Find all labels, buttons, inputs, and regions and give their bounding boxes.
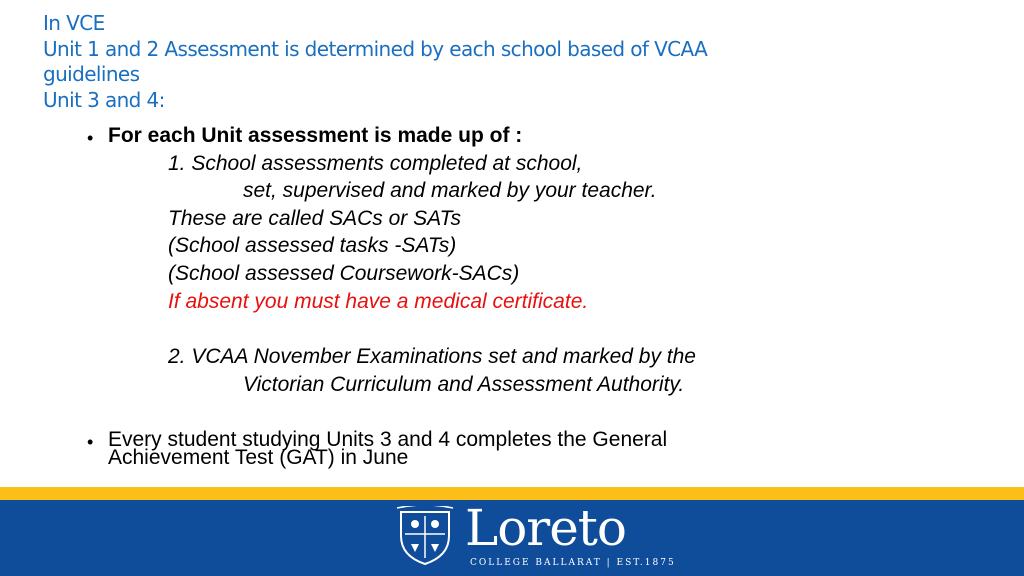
list-item: Victorian Curriculum and Assessment Authority. <box>243 373 685 396</box>
heading-line-unit12: Unit 1 and 2 Assessment is determined by each school based of VCAA <box>43 36 708 61</box>
bullet-marker: • <box>87 128 94 148</box>
heading-line-guidelines: guidelines <box>43 62 140 86</box>
list-item: (School assessed tasks -SATs) <box>168 234 457 257</box>
absence-warning: If absent you must have a medical certificate. <box>168 290 589 313</box>
list-item: (School assessed Coursework-SACs) <box>168 262 520 285</box>
heading-line-unit34: Unit 3 and 4: <box>43 87 165 112</box>
list-item: These are called SACs or SATs <box>168 207 461 230</box>
school-crest-icon <box>395 506 455 566</box>
heading-line-vce: In VCE <box>43 11 105 35</box>
list-item: 1. School assessments completed at school, <box>168 152 583 175</box>
gat-line-1: Every student studying Units 3 and 4 completes the General <box>108 428 668 451</box>
slide-heading <box>43 11 803 113</box>
bullet-marker: • <box>87 432 94 452</box>
gat-line-2: Achievement Test (GAT) in June <box>108 446 409 469</box>
bullet-assessment-heading: For each Unit assessment is made up of : <box>108 124 523 147</box>
school-wordmark: Loreto <box>465 499 626 557</box>
school-tagline: COLLEGE BALLARAT | EST.1875 <box>470 558 676 568</box>
list-item: 2. VCAA November Examinations set and marked by the <box>168 345 696 368</box>
list-item: set, supervised and marked by your teacher. <box>243 179 657 202</box>
